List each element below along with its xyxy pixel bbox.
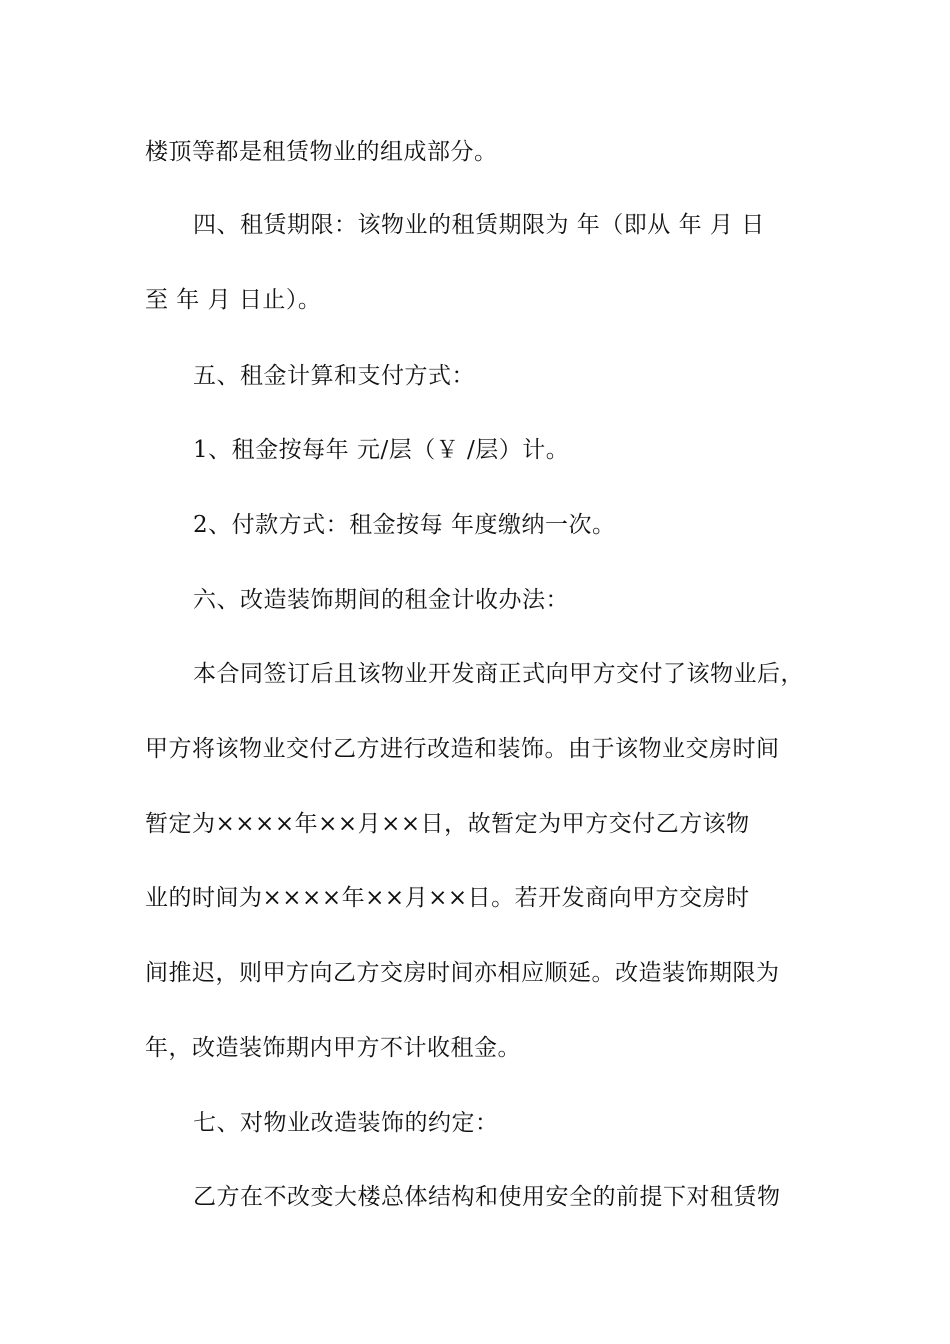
paragraph-line: 乙方在不改变大楼总体结构和使用安全的前提下对租赁物 bbox=[193, 1184, 781, 1210]
text-line: 楼顶等都是租赁物业的组成部分。 bbox=[145, 139, 498, 165]
clause-5-1: 1、租金按每年 元/层（￥ /层）计。 bbox=[193, 437, 570, 463]
section-7-heading: 七、对物业改造装饰的约定： bbox=[193, 1110, 499, 1136]
section-4-heading: 四、租赁期限：该物业的租赁期限为 年（即从 年 月 日 bbox=[193, 212, 765, 238]
paragraph-line: 间推迟，则甲方向乙方交房时间亦相应顺延。改造装饰期限为 bbox=[145, 960, 780, 986]
paragraph-line: 本合同签订后且该物业开发商正式向甲方交付了该物业后， bbox=[193, 661, 804, 687]
paragraph-line: 业的时间为××××年××月××日。若开发商向甲方交房时 bbox=[145, 885, 750, 911]
section-6-heading: 六、改造装饰期间的租金计收办法： bbox=[193, 587, 569, 613]
paragraph-line: 甲方将该物业交付乙方进行改造和装饰。由于该物业交房时间 bbox=[145, 736, 780, 762]
text-line: 至 年 月 日止）。 bbox=[145, 287, 322, 313]
clause-5-2: 2、付款方式：租金按每 年度缴纳一次。 bbox=[193, 512, 616, 538]
paragraph-line: 年，改造装饰期内甲方不计收租金。 bbox=[145, 1035, 521, 1061]
section-5-heading: 五、租金计算和支付方式： bbox=[193, 363, 475, 389]
paragraph-line: 暂定为××××年××月××日，故暂定为甲方交付乙方该物 bbox=[145, 811, 750, 837]
